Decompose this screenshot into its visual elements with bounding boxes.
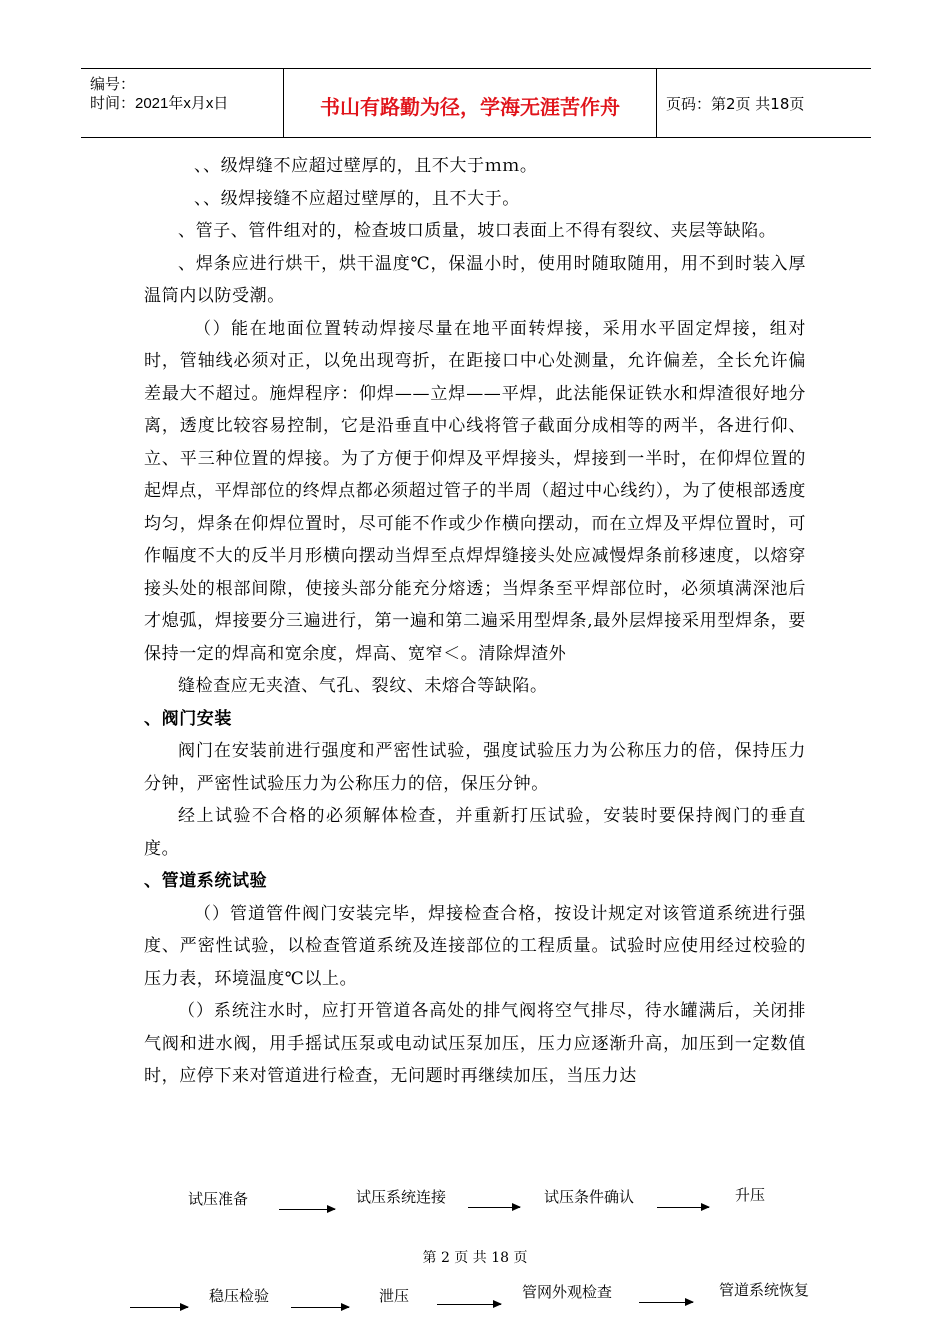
flow-step: 升压 — [735, 1186, 766, 1204]
paragraph: 阀门在安装前进行强度和严密性试验，强度试验压力为公称压力的倍，保持压力分钟，严密性试验压力为公称压力的倍，保压分钟。 — [144, 741, 806, 794]
flow-step: 管网外观检查 — [522, 1283, 613, 1301]
page-footer: 第 2 页 共 18 页 — [422, 1250, 528, 1266]
page-indicator: 页码：第2页 共18页 — [666, 95, 805, 113]
paragraph: 缝检查应无夹渣、气孔、裂纹、未熔合等缺陷。 — [178, 676, 548, 696]
flow-arrow — [279, 1209, 335, 1210]
header-left-cell — [81, 69, 284, 137]
flow-step: 稳压检验 — [209, 1287, 270, 1305]
header-right-cell — [657, 69, 871, 137]
flow-arrow — [130, 1307, 188, 1308]
time-label: 时间：2021年x月x日 — [90, 95, 229, 112]
page-header — [81, 68, 871, 138]
paragraph: 、、级焊接缝不应超过壁厚的，且不大于。 — [194, 188, 520, 209]
flow-arrow — [657, 1207, 709, 1208]
flow-arrow — [291, 1307, 349, 1308]
paragraph: （）管道管件阀门安装完毕，焊接检查合格，按设计规定对该管道系统进行强度、严密性试验，以检查管道系统及连接部位的工程质量。试验时应使用经过校验的压力表，环境温度℃以上。 — [144, 903, 806, 989]
flow-step: 试压准备 — [188, 1190, 249, 1208]
paragraph: 、、级焊缝不应超过壁厚的，且不大于ｍｍ。 — [194, 156, 538, 176]
paragraph: 经上试验不合格的必须解体检查，并重新打压试验，安装时要保持阀门的垂直度。 — [144, 806, 806, 859]
number-label: 编号： — [90, 76, 136, 93]
section-heading-pipe-test: 、管道系统试验 — [144, 871, 268, 891]
flow-step: 试压条件确认 — [544, 1188, 635, 1206]
flow-arrow — [437, 1304, 501, 1305]
flow-step: 管道系统恢复 — [719, 1281, 810, 1299]
flow-arrow — [468, 1207, 520, 1208]
flow-arrow — [639, 1302, 693, 1303]
header-motto-cell — [284, 69, 657, 137]
paragraph: （）能在地面位置转动焊接尽量在地平面转焊接，采用水平固定焊接，组对时，管轴线必须对正，以免出现弯折，在距接口中心处测量，允许偏差，全长允许偏差最大不超过。施焊程序：仰焊——立焊——平焊，此法能保证铁水和焊渣很好地分离，透度比较容易控制，它是沿垂直中心线将管子截面分成相等的两半，各进行仰、立、平三种位置的焊接。为了方便于仰焊及平焊接头，焊接到一半时，在仰焊位置的起焊点，平焊部位的终焊点都必须超过管子的半周（超过中心线约），为了使根部透度均匀，焊条在仰焊位置时，尽可能不作或少作横向摆动，而在立焊及平焊位置时，可作幅度不大的反半月形横向摆动当焊至点焊焊缝接头处应减慢焊条前移速度，以熔穿接头处的根部间隙，使接头部分能充分熔透；当焊条至平焊部位时，必须填满深池后才熄弧，焊接要分三遍进行，第一遍和第二遍采用型焊条,最外层焊接采用型焊条，要保持一定的焊高和宽余度，焊高、宽窄＜。清除焊渣外 — [144, 318, 806, 664]
paragraph: 、管子、管件组对的，检查坡口质量，坡口表面上不得有裂纹、夹层等缺陷。 — [178, 221, 777, 241]
motto: 书山有路勤为径，学海无涯苦作舟 — [320, 95, 620, 119]
document-body — [144, 150, 806, 1093]
paragraph: 、焊条应进行烘干，烘干温度℃，保温小时，使用时随取随用，用不到时装入厚温筒内以防受潮。 — [144, 253, 806, 306]
flow-step: 泄压 — [379, 1287, 410, 1305]
flow-step: 试压系统连接 — [356, 1188, 447, 1206]
paragraph: （）系统注水时，应打开管道各高处的排气阀将空气排尽，待水罐满后，关闭排气阀和进水阀，用手摇试压泵或电动试压泵加压，压力应逐渐升高，加压到一定数值时，应停下来对管道进行检查，无问题时再继续加压，当压力达 — [144, 1001, 806, 1086]
section-heading-valve: 、阀门安装 — [144, 708, 232, 729]
